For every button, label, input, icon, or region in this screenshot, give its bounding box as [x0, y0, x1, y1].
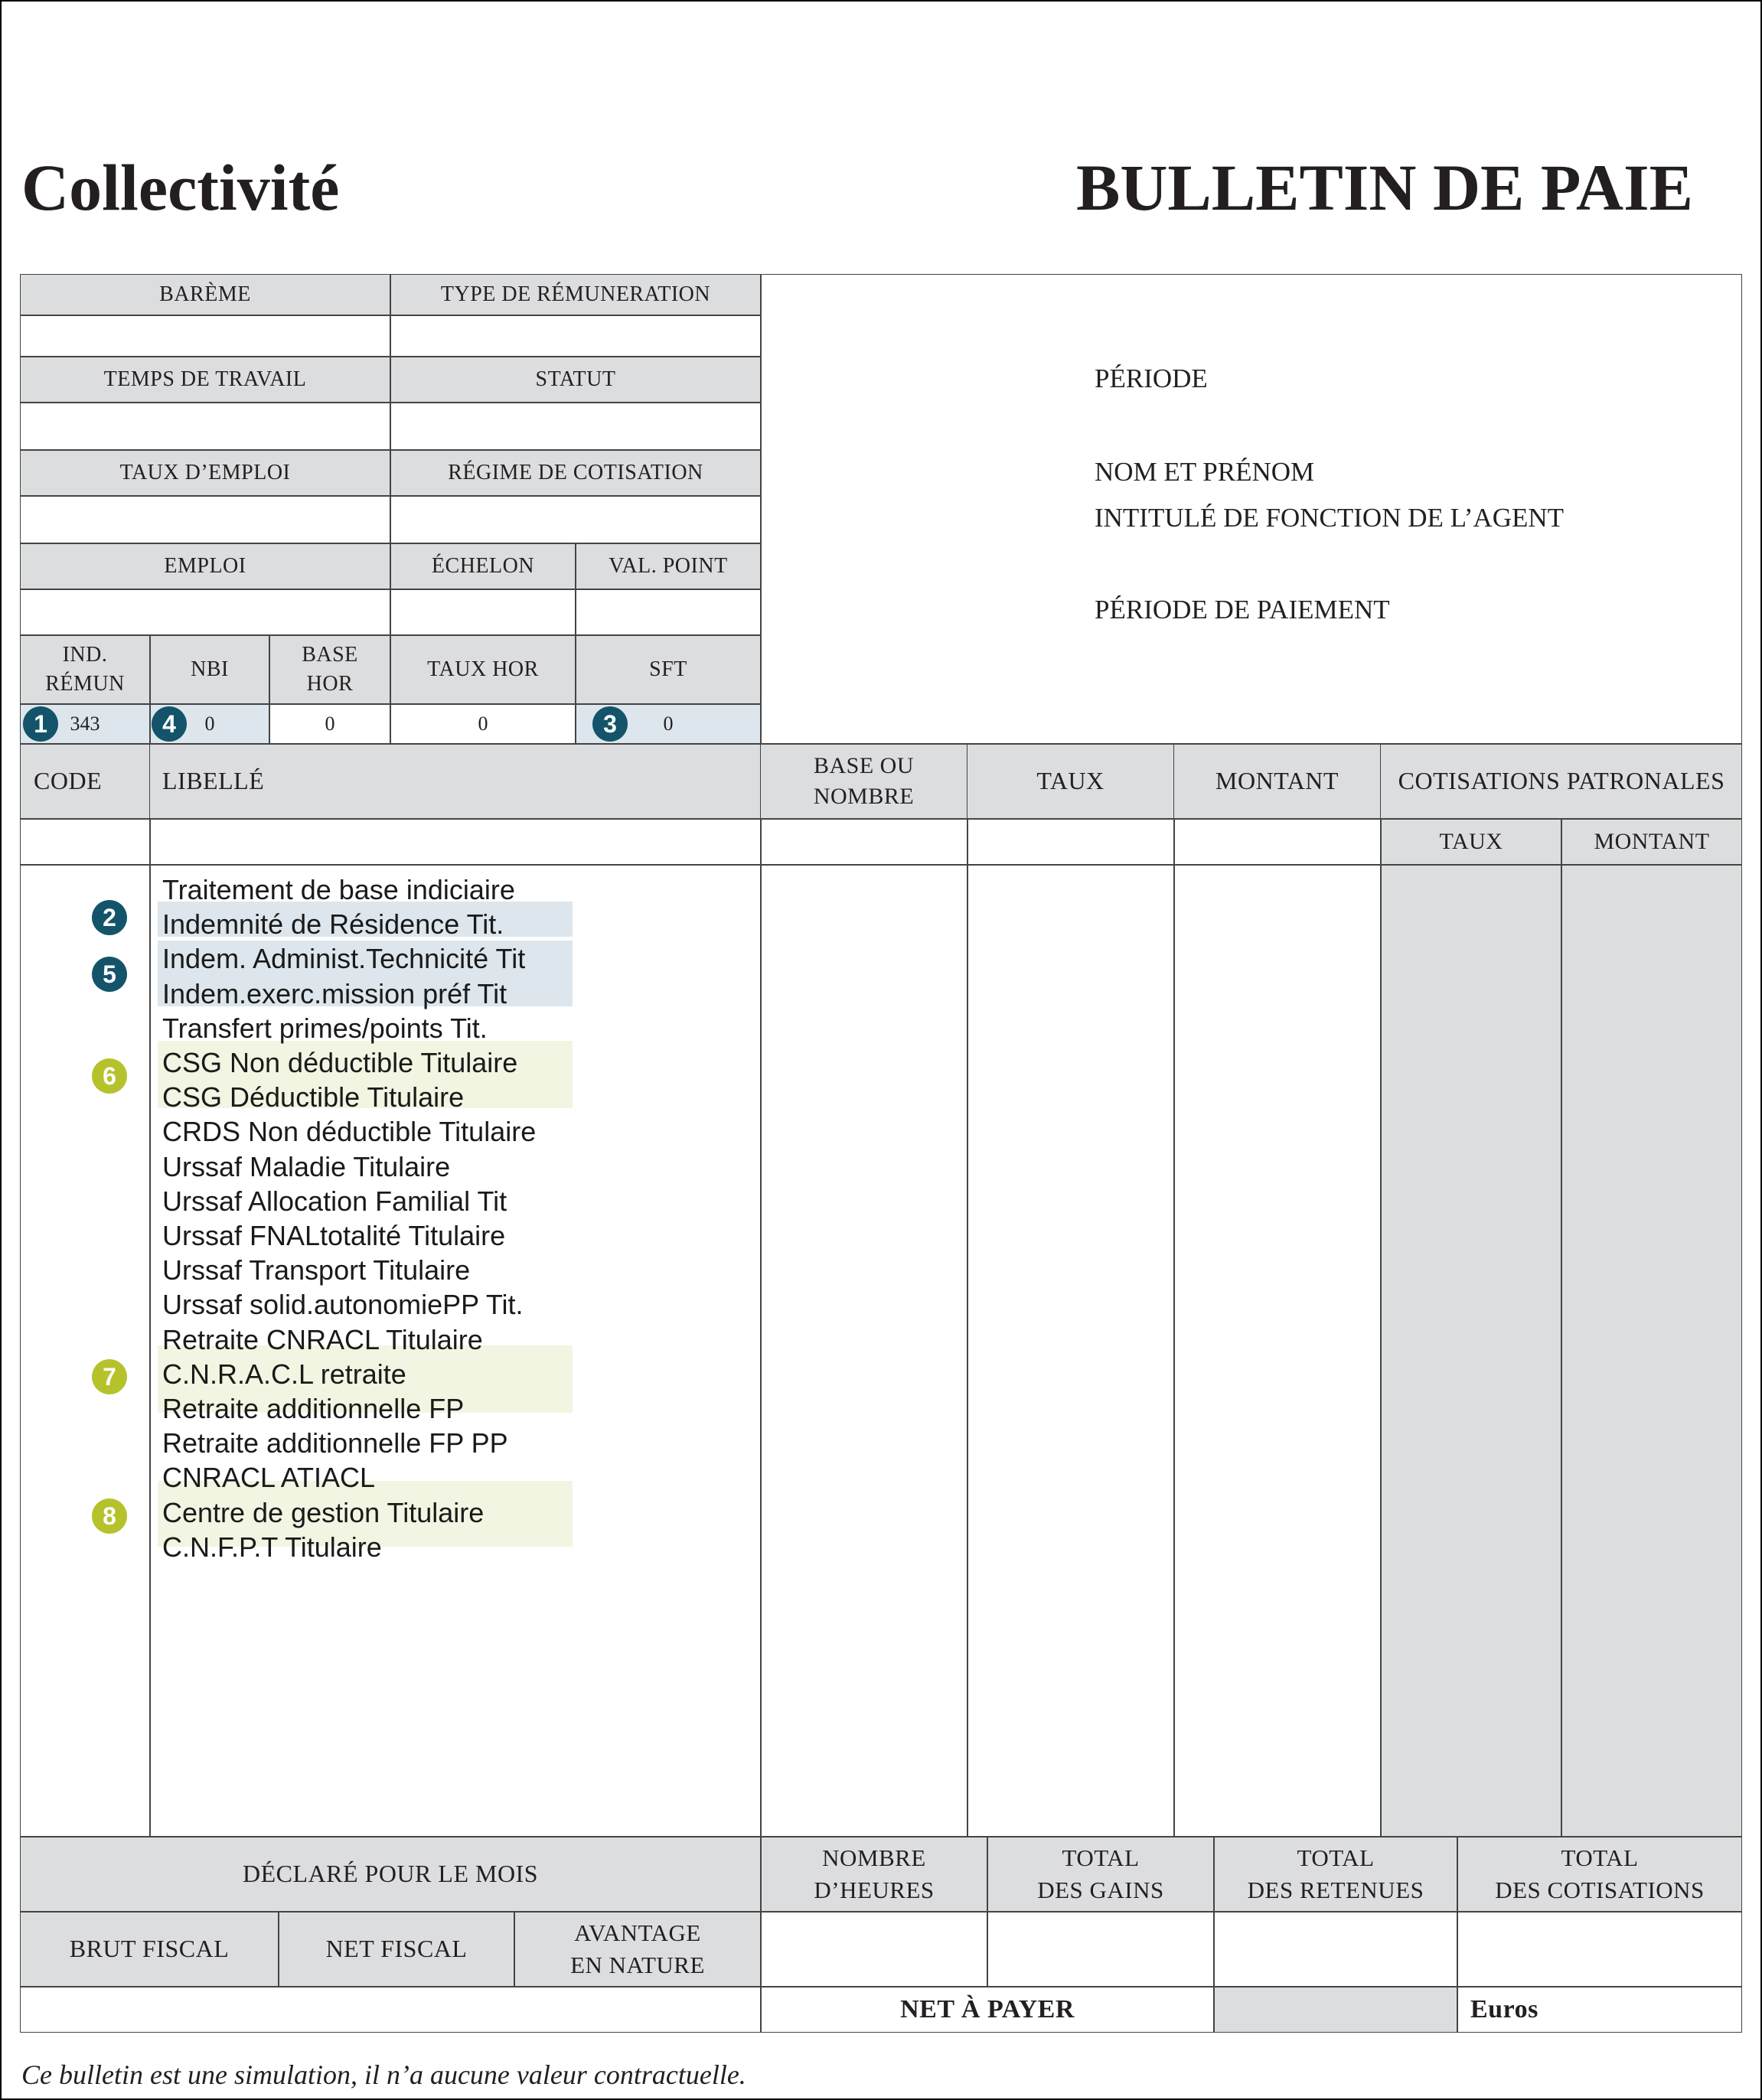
- cp-montant-column: [1561, 865, 1742, 1837]
- line-item: Indem. Administ.Technicité Tit: [162, 943, 526, 975]
- total-gains-value: [987, 1912, 1214, 1987]
- base-nombre-header: BASE OU NOMBRE: [761, 744, 967, 819]
- blank-cell: [20, 1987, 761, 2033]
- bulletin-title: BULLETIN DE PAIE: [1075, 151, 1693, 224]
- line-item: CNRACL ATIACL: [162, 1462, 376, 1494]
- collectivite-title: Collectivité: [21, 151, 340, 224]
- val-point-header: VAL. POINT: [576, 543, 761, 589]
- temps-travail-header: TEMPS DE TRAVAIL: [20, 357, 390, 403]
- net-a-payer-label: NET À PAYER: [761, 1987, 1214, 2033]
- brut-fiscal-header: BRUT FISCAL: [20, 1912, 279, 1987]
- badge-4: 4: [152, 706, 187, 742]
- periode-label: PÉRIODE: [1095, 364, 1208, 393]
- line-item: Centre de gestion Titulaire: [162, 1496, 485, 1528]
- intitule-fonction-label: INTITULÉ DE FONCTION DE L’AGENT: [1095, 503, 1565, 533]
- total-retenues-header: TOTAL DES RETENUES: [1214, 1837, 1457, 1912]
- code-header: CODE: [20, 744, 150, 819]
- line-item: Retraite additionnelle FP: [162, 1393, 465, 1425]
- ind-remun-header: IND. RÉMUN: [20, 635, 150, 704]
- base-hor-header: BASE HOR: [269, 635, 390, 704]
- total-gains-header: TOTAL DES GAINS: [987, 1837, 1214, 1912]
- echelon-value: [390, 589, 576, 635]
- base-column: [761, 865, 967, 1837]
- total-cotisations-header: TOTAL DES COTISATIONS: [1457, 1837, 1742, 1912]
- line-item: CSG Non déductible Titulaire: [162, 1047, 518, 1079]
- cotisations-patronales-header: COTISATIONS PATRONALES: [1398, 767, 1725, 795]
- taux-emploi-value: [20, 496, 390, 543]
- badge-2: 2: [92, 900, 127, 935]
- line-item: C.N.R.A.C.L retraite: [162, 1358, 406, 1390]
- badge-7: 7: [92, 1359, 127, 1394]
- line-item: Indem.exerc.mission préf Tit: [162, 977, 507, 1009]
- line-item: Urssaf Transport Titulaire: [162, 1254, 471, 1286]
- emploi-value: [20, 589, 390, 635]
- net-fiscal-header: NET FISCAL: [279, 1912, 514, 1987]
- regime-cotisation-header: RÉGIME DE COTISATION: [390, 450, 761, 496]
- line-item: Retraite CNRACL Titulaire: [162, 1323, 483, 1355]
- val-point-value: [576, 589, 761, 635]
- type-remuneration-header: TYPE DE RÉMUNERATION: [390, 274, 761, 315]
- line-item: Urssaf Maladie Titulaire: [162, 1150, 451, 1182]
- statut-header: STATUT: [390, 357, 761, 403]
- nbi-value: 0: [150, 704, 269, 744]
- taux-hor-value: 0: [390, 704, 576, 744]
- bareme-header: BARÈME: [20, 274, 390, 315]
- badge-5: 5: [92, 957, 127, 992]
- base-hor-value: 0: [269, 704, 390, 744]
- total-retenues-value: [1214, 1912, 1457, 1987]
- base-subrow: [761, 819, 967, 865]
- sft-header: SFT: [576, 635, 761, 704]
- nom-prenom-label: NOM ET PRÉNOM: [1095, 457, 1315, 487]
- code-column: [20, 865, 150, 1837]
- nombre-heures-header: NOMBRE D’HEURES: [761, 1837, 987, 1912]
- nombre-heures-value: [761, 1912, 987, 1987]
- taux-emploi-header: TAUX D’EMPLOI: [20, 450, 390, 496]
- montant-subrow: [1174, 819, 1381, 865]
- avantage-nature-header: AVANTAGE EN NATURE: [514, 1912, 761, 1987]
- montant-header: MONTANT: [1174, 744, 1381, 819]
- total-cotisations-value: [1457, 1912, 1742, 1987]
- regime-cotisation-value: [390, 496, 761, 543]
- line-item: Transfert primes/points Tit.: [162, 1012, 488, 1044]
- line-item: C.N.F.P.T Titulaire: [162, 1531, 382, 1563]
- badge-6: 6: [92, 1058, 127, 1094]
- cp-montant-header: MONTANT: [1561, 819, 1742, 865]
- euros-label: Euros: [1457, 1987, 1742, 2033]
- statut-value: [390, 403, 761, 450]
- emploi-header: EMPLOI: [20, 543, 390, 589]
- line-item: Urssaf Allocation Familial Tit: [162, 1185, 507, 1217]
- line-item: CRDS Non déductible Titulaire: [162, 1116, 537, 1148]
- taux-hor-header: TAUX HOR: [390, 635, 576, 704]
- nbi-header: NBI: [150, 635, 269, 704]
- line-item: Indemnité de Résidence Tit.: [162, 908, 504, 941]
- taux-header: TAUX: [967, 744, 1174, 819]
- libelle-header: LIBELLÉ: [150, 744, 761, 819]
- sft-value: 0: [576, 704, 761, 744]
- periode-paiement-label: PÉRIODE DE PAIEMENT: [1095, 595, 1390, 624]
- taux-subrow: [967, 819, 1174, 865]
- line-item: CSG Déductible Titulaire: [162, 1081, 465, 1114]
- code-subrow: [20, 819, 150, 865]
- taux-column: [967, 865, 1174, 1837]
- disclaimer-text: Ce bulletin est une simulation, il n’a aucune valeur contractuelle.: [21, 2059, 746, 2090]
- cp-taux-header: TAUX: [1381, 819, 1561, 865]
- libelle-lines: [162, 872, 536, 1564]
- bareme-value: [20, 315, 390, 357]
- libelle-subrow: [150, 819, 761, 865]
- badge-3: 3: [592, 706, 628, 742]
- line-item: Traitement de base indiciaire: [162, 874, 515, 905]
- badge-1: 1: [23, 706, 58, 742]
- net-a-payer-value: [1214, 1987, 1457, 2033]
- temps-travail-value: [20, 403, 390, 450]
- line-item: Urssaf solid.autonomiePP Tit.: [162, 1289, 524, 1321]
- cp-taux-column: [1381, 865, 1561, 1837]
- ind-remun-value: 343: [20, 704, 150, 744]
- montant-column: [1174, 865, 1381, 1837]
- declare-mois-header: DÉCLARÉ POUR LE MOIS: [20, 1837, 761, 1912]
- echelon-header: ÉCHELON: [390, 543, 576, 589]
- type-remuneration-value: [390, 315, 761, 357]
- badge-8: 8: [92, 1498, 127, 1534]
- line-item: Urssaf FNALtotalité Titulaire: [162, 1220, 506, 1252]
- line-item: Retraite additionnelle FP PP: [162, 1427, 508, 1459]
